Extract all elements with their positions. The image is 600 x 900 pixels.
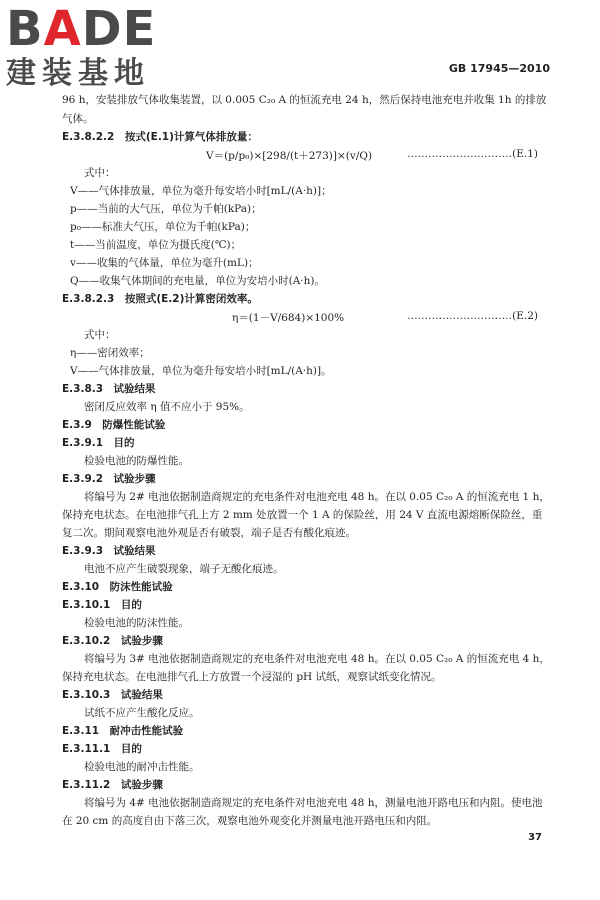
section-heading: E.3.11 耐冲击性能试验 (62, 725, 184, 737)
paragraph-line: 电池不应产生破裂现象，端子无酸化痕迹。 (84, 563, 284, 575)
paragraph-line: 保持充电状态。在电池排气孔上方 2 mm 处放置一个 1 A 的保险丝，用 24 V 直流电源熔断保险丝，重 (62, 509, 543, 521)
variable-definition: η——密闭效率； (70, 347, 150, 359)
paragraph-line: 将编号为 3# 电池依据制造商规定的充电条件对电池充电 48 h。在以 0.05 C₂₀ A 的恒流充电 4 h， (84, 653, 550, 665)
section-heading: E.3.10.3 试验结果 (62, 689, 163, 701)
variable-definition: p₀——标准大气压，单位为千帕(kPa)； (70, 221, 256, 233)
paragraph-line: 复二次。期间观察电池外观是否有破裂，端子是否有酸化痕迹。 (62, 527, 356, 539)
formula-e1: V＝(p/p₀)×[298/(t＋273)]×(v/Q) (206, 150, 373, 162)
section-heading: E.3.9.2 试验步骤 (62, 473, 156, 485)
paragraph-line: 保持充电状态。在电池排气孔上方放置一个浸湿的 pH 试纸，观察试纸变化情况。 (62, 671, 442, 683)
variable-definition: V——气体排放量，单位为毫升每安培小时[mL/(A·h)]； (70, 185, 332, 197)
section-heading: E.3.9.1 目的 (62, 437, 135, 449)
variable-definition: p——当前的大气压，单位为千帕(kPa)； (70, 203, 262, 215)
section-heading: E.3.10.2 试验步骤 (62, 635, 163, 647)
variable-definition: t——当前温度，单位为摄氏度(℃)； (70, 239, 242, 251)
paragraph-line: 将编号为 2# 电池依据制造商规定的充电条件对电池充电 48 h。在以 0.05 C₂₀ A 的恒流充电 1 h， (84, 491, 550, 503)
variable-definition: Q——收集气体期间的充电量，单位为安培小时(A·h)。 (70, 275, 325, 287)
where-label: 式中： (84, 167, 116, 179)
paragraph-line: 密闭反应效率 η 值不应小于 95%。 (84, 401, 250, 413)
logo-subtitle: 建装基地 (6, 56, 150, 91)
paragraph-line: 检验电池的耐冲击性能。 (84, 761, 200, 773)
section-heading: E.3.11.1 目的 (62, 743, 142, 755)
section-heading: E.3.8.3 试验结果 (62, 383, 156, 395)
paragraph-line: 试纸不应产生酸化反应。 (84, 707, 200, 719)
paragraph-line: 气体。 (62, 113, 94, 125)
section-heading: E.3.11.2 试验步骤 (62, 779, 163, 791)
standard-number: GB 17945—2010 (448, 62, 550, 75)
watermark-logo (6, 1, 196, 104)
where-label: 式中： (84, 329, 116, 341)
paragraph-line: 96 h，安装排放气体收集装置，以 0.005 C₂₀ A 的恒流充电 24 h，然后保持电池充电并收集 1h 的排放 (62, 94, 547, 106)
section-heading: E.3.8.2.2 按式(E.1)计算气体排放量： (62, 131, 258, 143)
equation-number: …………………………(E.1) (407, 148, 538, 160)
equation-number: …………………………(E.2) (407, 310, 538, 322)
paragraph-line: 检验电池的防沫性能。 (84, 617, 189, 629)
section-heading: E.3.8.2.3 按照式(E.2)计算密闭效率。 (62, 293, 258, 305)
paragraph-line: 将编号为 4# 电池依据制造商规定的充电条件对电池充电 48 h，测量电池开路电压和内阻。使电池 (84, 797, 543, 809)
section-heading: E.3.10.1 目的 (62, 599, 142, 611)
section-heading: E.3.9.3 试验结果 (62, 545, 156, 557)
paragraph-line: 检验电池的防爆性能。 (84, 455, 189, 467)
variable-definition: v——收集的气体量，单位为毫升(mL)； (70, 257, 259, 269)
section-heading: E.3.9 防爆性能试验 (62, 419, 166, 431)
paragraph-line: 在 20 cm 的高度自由下落三次，观察电池外观变化并测量电池开路电压和内阻。 (62, 815, 438, 827)
variable-definition: V——气体排放量，单位为毫升每安培小时[mL/(A·h)]。 (70, 365, 332, 377)
formula-e2: η＝(1－V/684)×100% (232, 312, 345, 324)
page-number: 37 (528, 832, 542, 843)
section-heading: E.3.10 防沫性能试验 (62, 581, 173, 593)
logo-wordmark: BADE (6, 1, 157, 57)
